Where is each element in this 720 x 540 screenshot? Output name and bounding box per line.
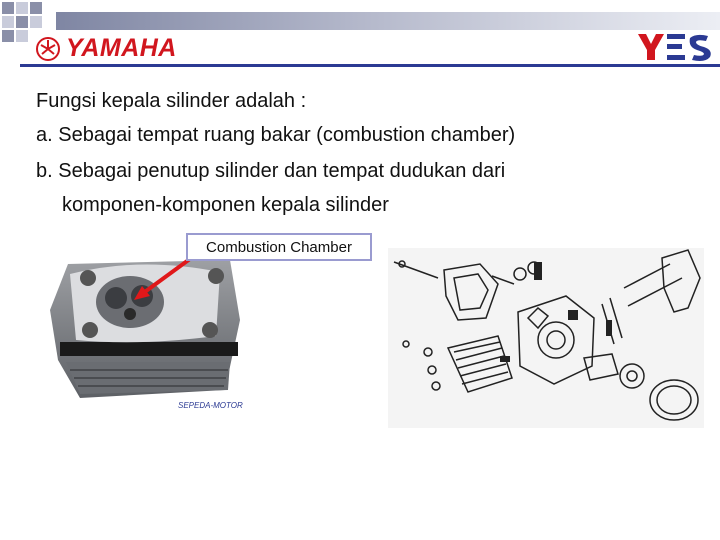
decor-square <box>16 16 28 28</box>
brand-wordmark: YAMAHA <box>66 34 177 62</box>
yamaha-logo <box>34 34 177 63</box>
decor-square <box>30 16 42 28</box>
top-gradient-bar <box>56 12 720 30</box>
decor-square <box>2 16 14 28</box>
list-item-b: b. Sebagai penutup silinder dan tempat dudukan dari <box>36 160 506 182</box>
decor-square <box>2 2 14 14</box>
photo-watermark: SEPEDA-MOTOR <box>178 401 243 410</box>
yes-logo-text: YES <box>634 30 637 31</box>
decor-square <box>2 30 14 42</box>
header-rule <box>20 64 720 67</box>
yes-logo <box>634 30 716 64</box>
decor-square <box>16 30 28 42</box>
intro-text: Fungsi kepala silinder adalah : <box>36 90 307 112</box>
list-item-a: a. Sebagai tempat ruang bakar (combustion chamber) <box>36 124 516 146</box>
exploded-diagram <box>388 248 704 428</box>
combustion-chamber-callout <box>186 233 372 261</box>
tuning-fork-emblem-icon <box>34 37 62 61</box>
callout-label: Combustion Chamber <box>206 238 352 256</box>
decor-square <box>30 2 42 14</box>
list-item-b-continued: komponen-komponen kepala silinder <box>62 194 389 216</box>
decor-square <box>16 2 28 14</box>
